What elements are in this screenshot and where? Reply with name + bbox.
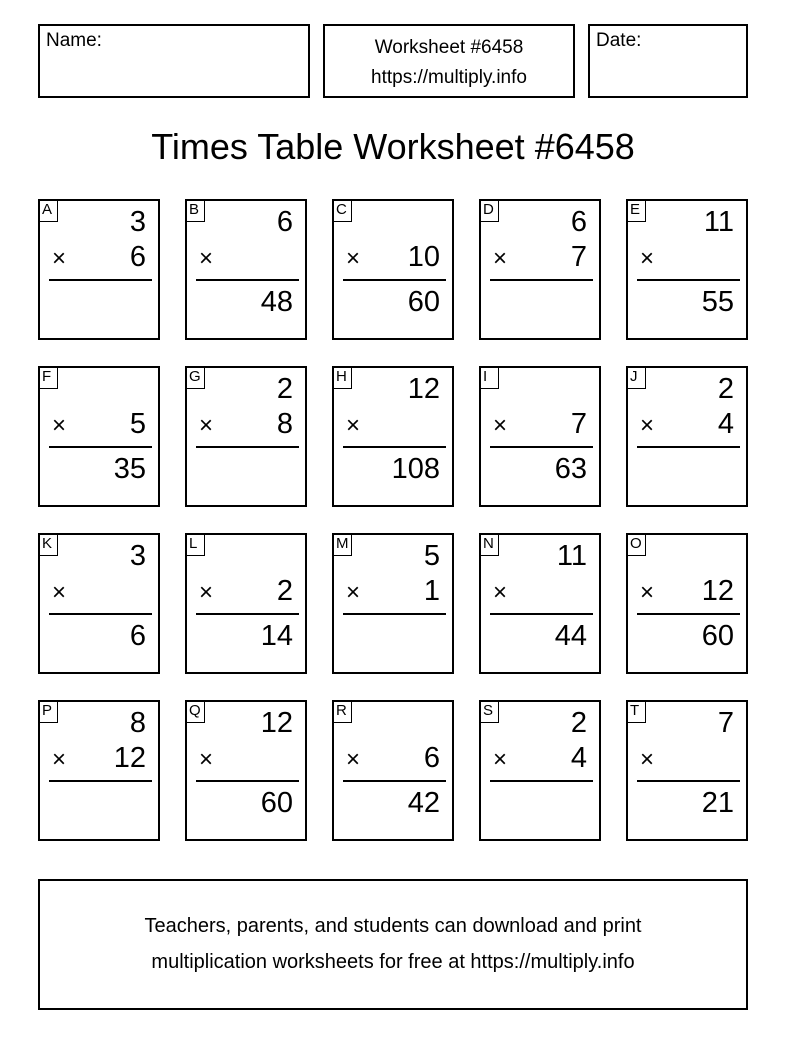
answer-rule	[490, 780, 593, 782]
date-label: Date:	[596, 30, 642, 51]
times-sign: ×	[346, 579, 361, 606]
multiplier: 5	[129, 408, 146, 440]
problem-letter: D	[479, 199, 499, 222]
multiplier: 4	[570, 742, 587, 774]
times-sign: ×	[640, 579, 655, 606]
product: 48	[260, 286, 293, 318]
answer-rule	[490, 613, 593, 615]
problem-letter: G	[185, 366, 205, 389]
footer-line-1: Teachers, parents, and students can download and print	[144, 915, 642, 937]
problem-letter: T	[626, 700, 646, 723]
multiplicand: 8	[129, 707, 146, 739]
problem-card	[479, 700, 601, 841]
times-sign: ×	[640, 245, 655, 272]
times-sign: ×	[52, 746, 67, 773]
problem-card	[626, 700, 748, 841]
problem-letter: P	[38, 700, 58, 723]
multiplier: 8	[276, 408, 293, 440]
problem-card	[332, 199, 454, 340]
problem-letter: E	[626, 199, 646, 222]
problem-letter: J	[626, 366, 646, 389]
answer-rule	[490, 279, 593, 281]
answer-rule	[49, 780, 152, 782]
answer-rule	[49, 446, 152, 448]
product: 42	[407, 787, 440, 819]
answer-rule	[196, 279, 299, 281]
problem-card	[332, 533, 454, 674]
multiplicand: 2	[276, 373, 293, 405]
problem-card	[479, 366, 601, 507]
product: 108	[391, 453, 440, 485]
multiplier: 2	[276, 575, 293, 607]
problem-letter: O	[626, 533, 646, 556]
product: 63	[554, 453, 587, 485]
problem-card	[626, 199, 748, 340]
answer-rule	[637, 780, 740, 782]
times-sign: ×	[493, 579, 508, 606]
answer-rule	[196, 613, 299, 615]
problem-letter: Q	[185, 700, 205, 723]
page-title: Times Table Worksheet #6458	[151, 126, 635, 167]
problem-card	[185, 700, 307, 841]
multiplier: 1	[423, 575, 440, 607]
multiplicand: 11	[556, 540, 587, 572]
problem-letter: N	[479, 533, 499, 556]
date-field-box	[588, 24, 748, 98]
times-sign: ×	[199, 245, 214, 272]
multiplicand: 12	[260, 707, 293, 739]
multiplicand: 6	[570, 206, 587, 238]
product: 35	[113, 453, 146, 485]
multiplicand: 3	[129, 206, 146, 238]
product: 55	[701, 286, 734, 318]
multiplicand: 11	[703, 206, 734, 238]
answer-rule	[49, 279, 152, 281]
multiplier: 7	[570, 408, 587, 440]
problem-card	[185, 533, 307, 674]
times-sign: ×	[346, 412, 361, 439]
multiplier: 12	[701, 575, 734, 607]
multiplier: 7	[570, 241, 587, 273]
times-sign: ×	[199, 746, 214, 773]
problem-card	[626, 533, 748, 674]
product: 60	[701, 620, 734, 652]
multiplier: 10	[407, 241, 440, 273]
problem-letter: I	[479, 366, 499, 389]
problem-card	[185, 199, 307, 340]
multiplicand: 5	[423, 540, 440, 572]
product: 6	[129, 620, 146, 652]
answer-rule	[490, 446, 593, 448]
answer-rule	[196, 780, 299, 782]
answer-rule	[196, 446, 299, 448]
problem-card	[479, 533, 601, 674]
times-sign: ×	[52, 579, 67, 606]
multiplicand: 2	[570, 707, 587, 739]
problem-card	[185, 366, 307, 507]
times-sign: ×	[493, 412, 508, 439]
product: 14	[260, 620, 293, 652]
problem-letter: M	[332, 533, 352, 556]
problem-card	[332, 366, 454, 507]
multiplicand: 2	[717, 373, 734, 405]
problem-card	[38, 533, 160, 674]
multiplier: 6	[129, 241, 146, 273]
answer-rule	[343, 279, 446, 281]
multiplicand: 3	[129, 540, 146, 572]
problem-letter: R	[332, 700, 352, 723]
problem-card	[38, 700, 160, 841]
product: 60	[407, 286, 440, 318]
answer-rule	[49, 613, 152, 615]
multiplier: 4	[717, 408, 734, 440]
times-sign: ×	[199, 412, 214, 439]
name-field-box	[38, 24, 310, 98]
times-sign: ×	[199, 579, 214, 606]
answer-rule	[343, 780, 446, 782]
times-sign: ×	[346, 245, 361, 272]
answer-rule	[637, 613, 740, 615]
problem-letter: B	[185, 199, 205, 222]
times-sign: ×	[640, 412, 655, 439]
name-label: Name:	[46, 30, 102, 51]
product: 21	[701, 787, 734, 819]
problem-card	[479, 199, 601, 340]
times-sign: ×	[493, 746, 508, 773]
problem-card	[38, 366, 160, 507]
problem-letter: L	[185, 533, 205, 556]
problem-letter: H	[332, 366, 352, 389]
worksheet-url: https://multiply.info	[371, 67, 527, 88]
product: 44	[554, 620, 587, 652]
product: 60	[260, 787, 293, 819]
times-sign: ×	[640, 746, 655, 773]
multiplicand: 12	[407, 373, 440, 405]
times-sign: ×	[52, 245, 67, 272]
times-sign: ×	[493, 245, 508, 272]
answer-rule	[637, 446, 740, 448]
problem-card	[38, 199, 160, 340]
worksheet-id-box	[323, 24, 575, 98]
problem-letter: K	[38, 533, 58, 556]
problem-card	[626, 366, 748, 507]
problem-letter: A	[38, 199, 58, 222]
answer-rule	[343, 446, 446, 448]
times-sign: ×	[52, 412, 67, 439]
multiplicand: 7	[717, 707, 734, 739]
multiplicand: 6	[276, 206, 293, 238]
problem-letter: C	[332, 199, 352, 222]
answer-rule	[637, 279, 740, 281]
footer-line-2: multiplication worksheets for free at https://multiply.info	[151, 951, 635, 973]
times-sign: ×	[346, 746, 361, 773]
problem-card	[332, 700, 454, 841]
problem-letter: F	[38, 366, 58, 389]
answer-rule	[343, 613, 446, 615]
multiplier: 6	[423, 742, 440, 774]
multiplier: 12	[113, 742, 146, 774]
worksheet-number: Worksheet #6458	[374, 37, 524, 58]
problem-letter: S	[479, 700, 499, 723]
footer-box	[38, 879, 748, 1010]
